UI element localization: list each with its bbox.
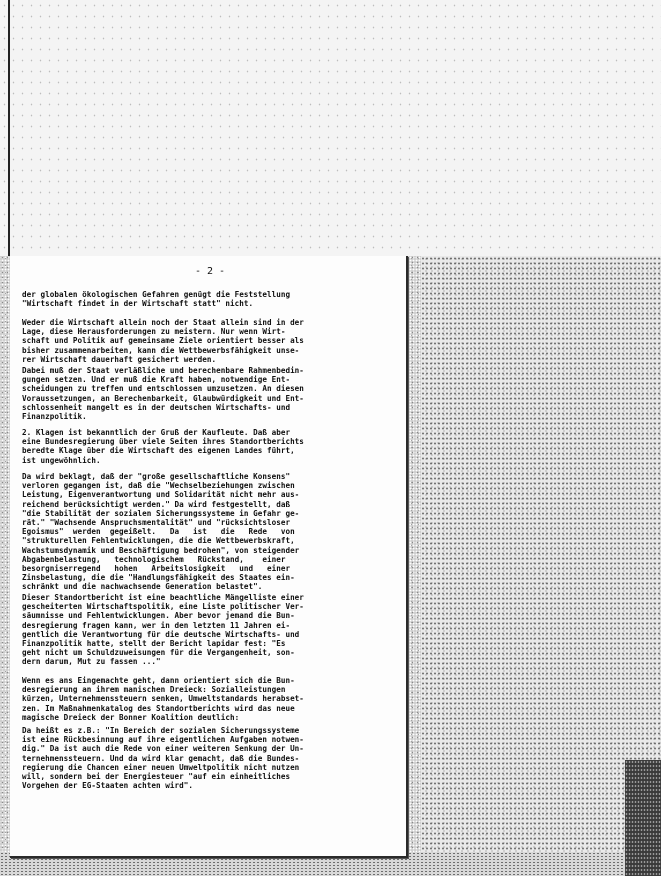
- page-number: - 2 -: [194, 266, 226, 277]
- paragraph: Weder die Wirtschaft allein noch der Staat allein sind in der Lage, diese Herausforderungen zu meistern. Nur wenn Wirt- schaft und Politik auf gemeinsame Ziele orientiert besser als bisher zusammenarbeiten, kann die Wettbewerbsfähigkeit unse- rer Wirtschaft dauerhaft gesichert werden.: [22, 318, 304, 364]
- paragraph: Da wird beklagt, daß der "große gesellschaftliche Konsens" verloren gegangen ist, daß die "Wechselbeziehungen zwischen Leistung, Eigenverantwortung und Solidarität nicht mehr aus- reichend berücksichtigt werden." Da wird festgestellt, daß "die Stabilität der sozialen Sicherungssysteme in Gefahr ge- rät." "Wachsende Anspruchsmentalität" und "rücksichtsloser Egoismus" werden gegeißelt. Da ist die Rede von "strukturellen Fehlentwicklungen, die die Wettbewerbskraft, Wachstumsdynamik und Beschäftigung bedrohen", von steigender Abgabenbelastung, technologischem Rückstand, einer besorgniserregend hohen Arbeitslosigkeit und einer Zinsbelastung, die die "Handlungsfähigkeit des Staates ein- schränkt und die nachwachsende Generation belastet".: [22, 472, 300, 592]
- paragraph: 2. Klagen ist bekanntlich der Gruß der Kaufleute. Daß aber eine Bundesregierung über viele Seiten ihres Standortberichts beredte Klage über die Wirtschaft des eigenen Landes führt, ist ungewöhnlich.: [22, 428, 304, 465]
- scan-top-area: [0, 0, 661, 256]
- paragraph: Dieser Standortbericht ist eine beachtliche Mängelliste einer gescheiterten Wirtschaftspolitik, eine Liste politischer Ver- säumnisse und Fehlentwicklungen. Aber bevor jemand die Bun- desregierung fragen kann, wer in den letzten 11 Jahren ei- gentlich die Verantwortung für die deutsche Wirtschafts- und Finanzpolitik hatte, stellt der Bericht lapidar fest: "Es geht nicht um Schuldzuweisungen für die Vergangenheit, son- dern darum, Mut zu fassen ...": [22, 593, 304, 667]
- scan-edge-line: [8, 0, 10, 256]
- paragraph: der globalen ökologischen Gefahren genügt die Feststellung "Wirtschaft findet in der Wirtschaft statt" nicht.: [22, 290, 291, 309]
- scan-dark-corner: [625, 760, 661, 876]
- paragraph: Da heißt es z.B.: "In Bereich der sozialen Sicherungssysteme ist eine Rückbesinnung auf ihre eigentlichen Aufgaben notwen- dig." Da ist auch die Rede von einer weiteren Senkung der Un- ternehmenssteuern. Und da wird klar gemacht, daß die Bundes- regierung die Chancen einer neuen Umweltpolitik nicht nutzen will, sondern bei der Energiesteuer "auf ein einheitliches Vorgehen der EG-Staaten achten wird".: [22, 726, 304, 791]
- paragraph: Dabei muß der Staat verläßliche und berechenbare Rahmenbedin- gungen setzen. Und er muß die Kraft haben, notwendige Ent- scheidungen zu treffen und entschlossen umzusetzen. An diesen Voraussetzungen, an Berechenbarkeit, Glaubwürdigkeit und Ent- schlossenheit mangelt es in der deutschen Wirtschafts- und Finanzpolitik.: [22, 366, 304, 422]
- paragraph: Wenn es ans Eingemachte geht, dann orientiert sich die Bun- desregierung an ihrem manischen Dreieck: Sozialleistungen kürzen, Unternehmenssteuern senken, Umweltstandards herabset- zen. Im Maßnahmenkatalog des Standortberichts wird das neue magische Dreieck der Bonner Koalition deutlich:: [22, 676, 304, 722]
